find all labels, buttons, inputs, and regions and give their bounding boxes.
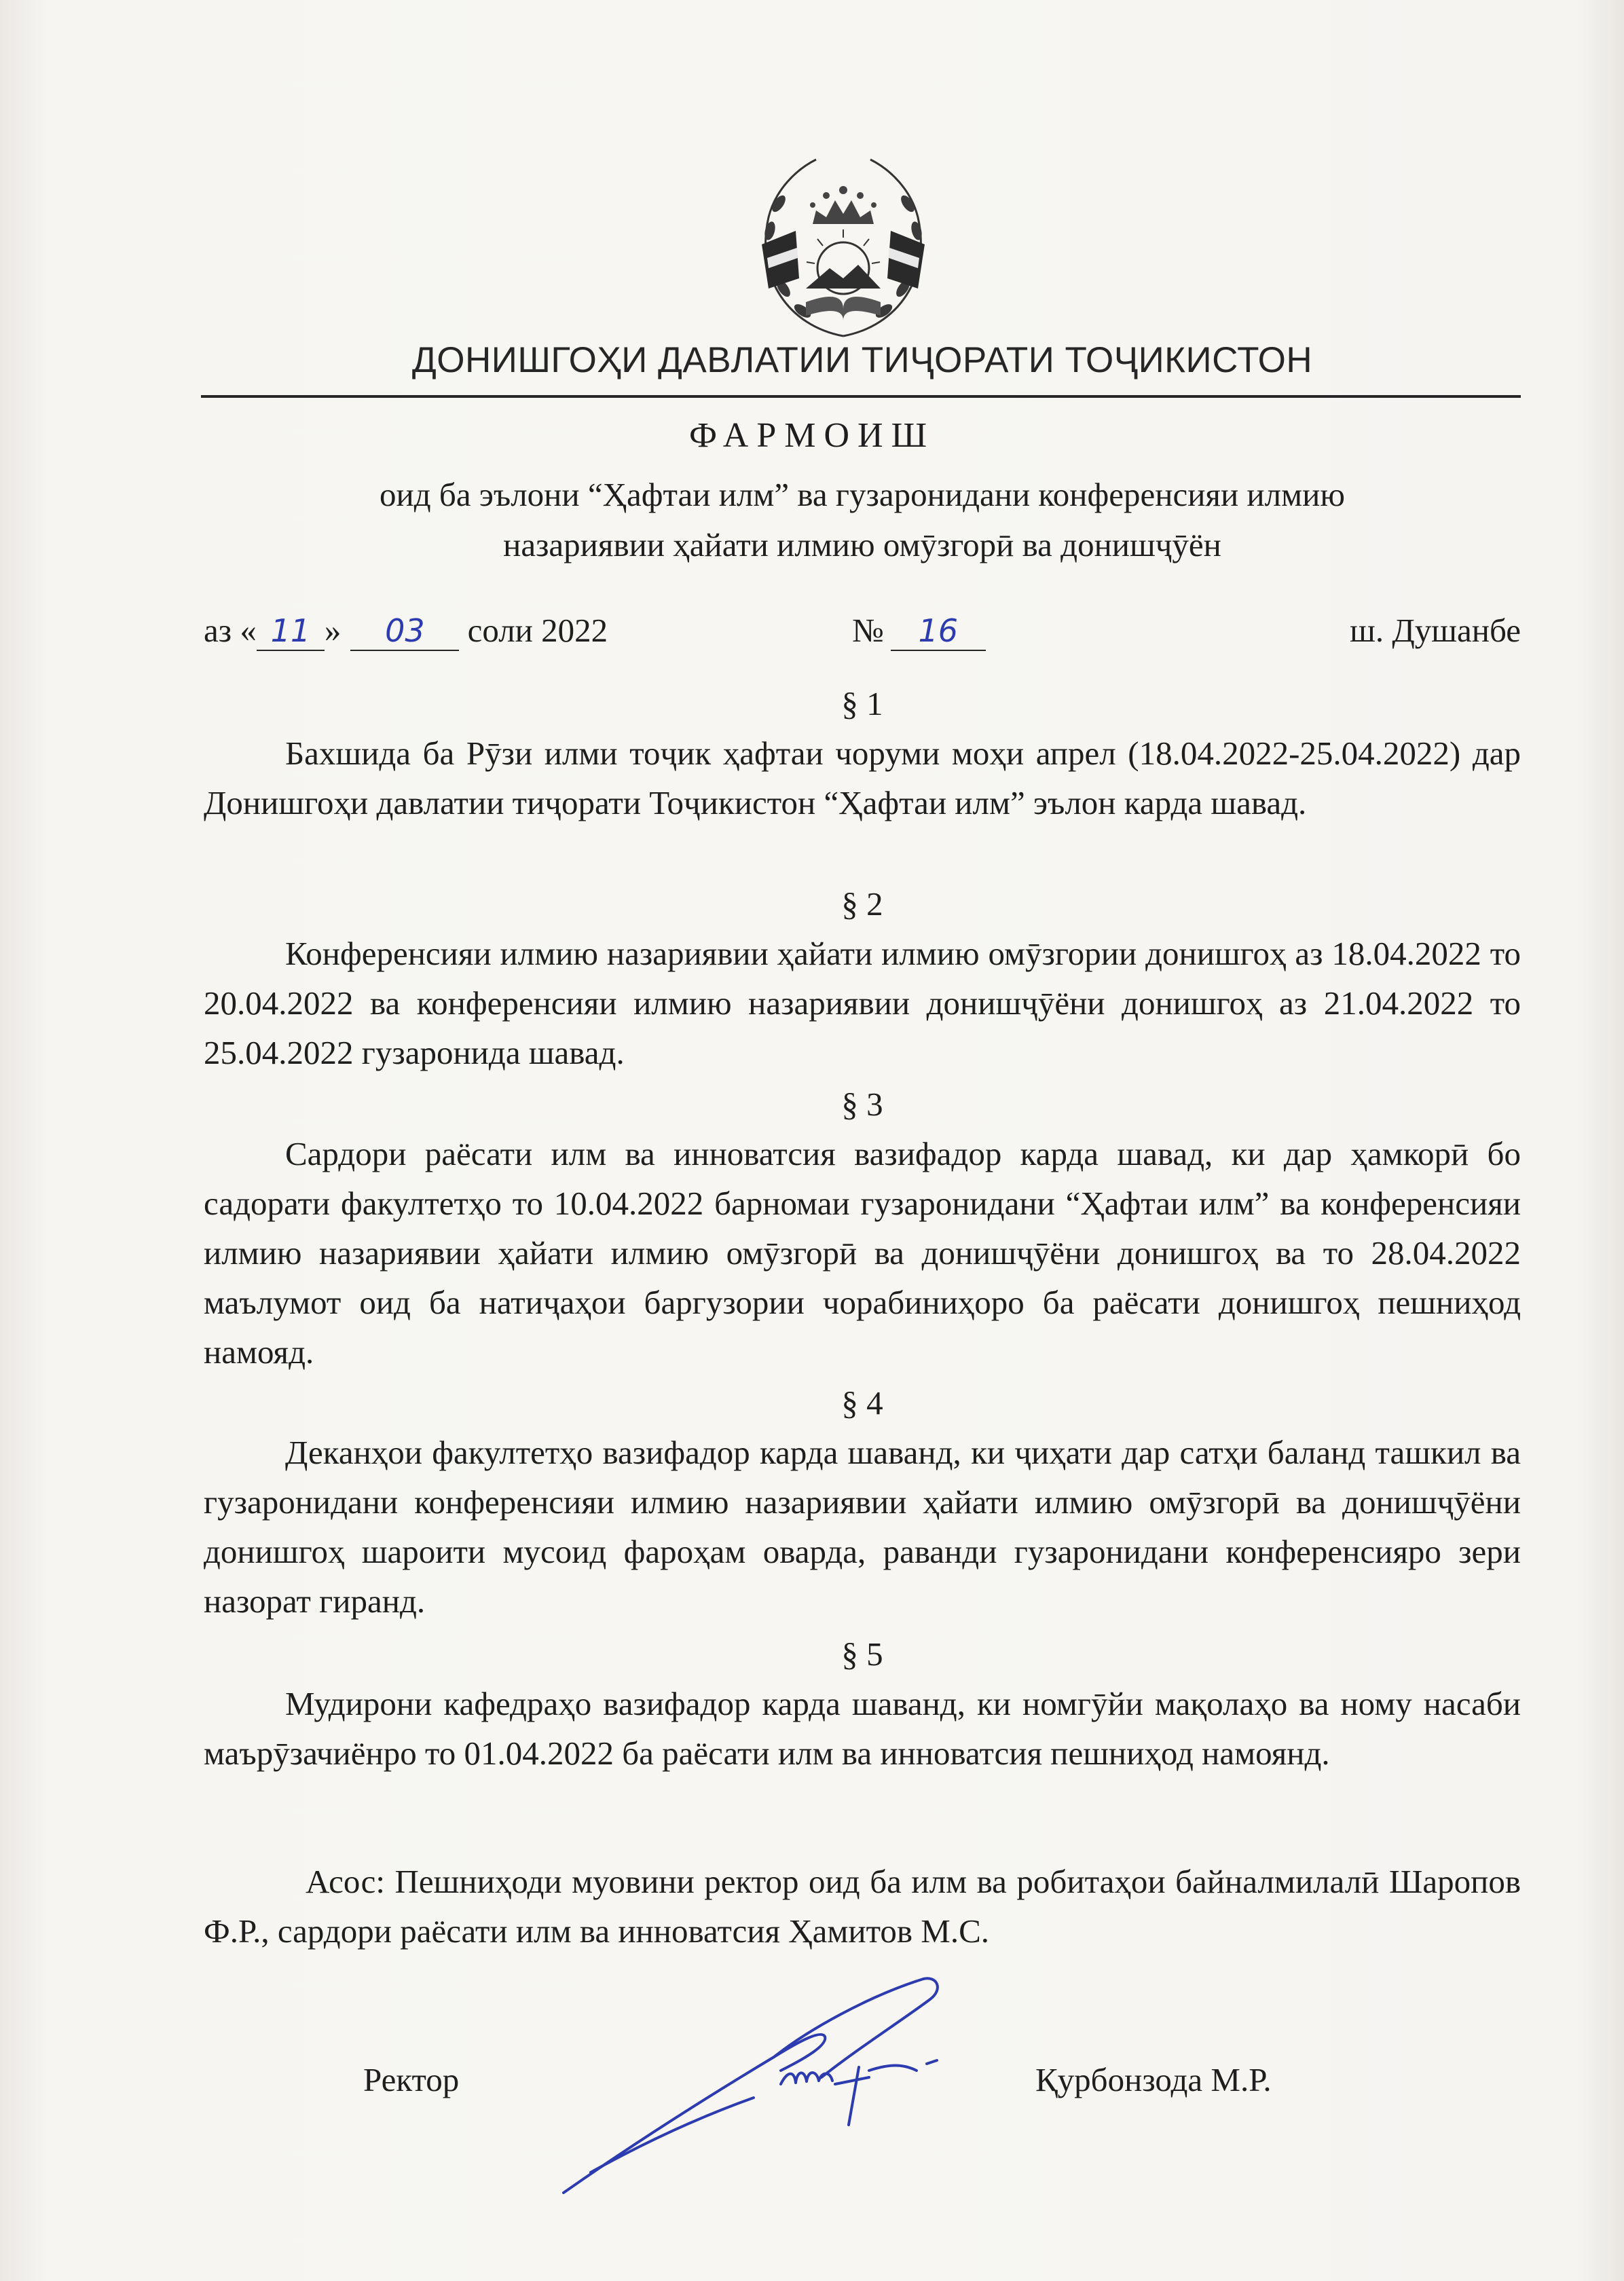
section-number: § 2	[841, 885, 883, 923]
date-prefix: аз «	[204, 612, 257, 649]
order-subtitle-line-1: оид ба эълони “Ҳафтаи илм” ва гузаронидани конференсияи илмию	[380, 476, 1345, 513]
order-number	[852, 611, 986, 651]
section-3	[204, 1079, 1521, 1377]
section-text: Мудирони кафедраҳо вазифадор карда шаванд, ки номгӯйи мақолаҳо ва ному насаби маърӯзачиёнро то 01.04.2022 ба раёсати илм ва инноватсия пешниҳод намоянд.	[204, 1685, 1521, 1772]
handwritten-signature	[550, 1969, 971, 2206]
date-month: 03	[350, 612, 459, 651]
header-divider	[201, 395, 1521, 398]
section-number: § 4	[841, 1384, 883, 1422]
university-name: ДОНИШГОҲИ ДАВЛАТИИ ТИҶОРАТИ ТОҶИКИСТОН	[411, 340, 1313, 380]
basis-text: Асос: Пешниҳоди муовини ректор оид ба илм ва робитаҳои байналмилалӣ Шаропов Ф.Р., сардори раёсати илм ва инноватсия Ҳамитов М.С.	[204, 1863, 1521, 1950]
date-separator: »	[324, 612, 342, 649]
order-date	[204, 611, 608, 651]
date-day: 11	[257, 612, 325, 651]
number-value: 16	[891, 612, 986, 651]
section-4	[204, 1378, 1521, 1626]
order-subtitle	[204, 470, 1521, 570]
signatory-role: Ректор	[363, 2061, 460, 2098]
number-label: №	[852, 612, 884, 649]
order-subtitle-line-2: назариявии ҳайати илмию омӯзгорӣ ва донишҷӯён	[503, 526, 1221, 563]
date-number-place-line	[204, 611, 1521, 659]
section-text: Деканҳои факултетҳо вазифадор карда шаванд, ки ҷиҳати дар сатҳи баланд ташкил ва гузаронидани конференсияи илмию назариявии ҳайати илмию омӯзгорӣ ва донишҷӯёни донишгоҳ шароити мусоид фароҳам оварда, раванди гузаронидани конференсияро зери назорат гиранд.	[204, 1434, 1521, 1620]
section-text: Сардори раёсати илм ва инноватсия вазифадор карда шавад, ки дар ҳамкорӣ бо садорати факултетҳо то 10.04.2022 барномаи гузаронидани “Ҳафтаи илм” ва конференсияи илмию назариявии ҳайати илмию омӯзгорӣ ва донишҷӯёни донишгоҳ ва то 28.04.2022 маълумот оид ба натиҷаҳои баргузории чорабиниҳоро ба раёсати донишгоҳ пешниҳод намояд.	[204, 1135, 1521, 1371]
section-text: Бахшида ба Рӯзи илми тоҷик ҳафтаи чоруми моҳи апрел (18.04.2022-25.04.2022) дар Донишгоҳи давлатии тиҷорати Тоҷикистон “Ҳафтаи илм” эълон карда шавад.	[204, 735, 1521, 821]
order-title: ФАРМОИШ	[688, 416, 936, 455]
section-5	[204, 1629, 1521, 1778]
signatory-name: Қурбонзода М.Р.	[1035, 2061, 1272, 2098]
date-year: соли 2022	[467, 612, 608, 649]
section-text: Конференсияи илмию назариявии ҳайати илмию омӯзгории донишгоҳ аз 18.04.2022 то 20.04.2022 ва конференсияи илмию назариявии донишҷӯёни донишгоҳ аз 21.04.2022 то 25.04.2022 гузаронида шавад.	[204, 935, 1521, 1071]
section-2	[204, 879, 1521, 1077]
state-emblem-icon	[741, 143, 945, 346]
section-number: § 5	[841, 1635, 883, 1673]
section-1	[204, 679, 1521, 828]
section-number: § 3	[841, 1086, 883, 1123]
section-number: § 1	[841, 685, 883, 722]
order-place: ш. Душанбе	[1350, 612, 1521, 649]
